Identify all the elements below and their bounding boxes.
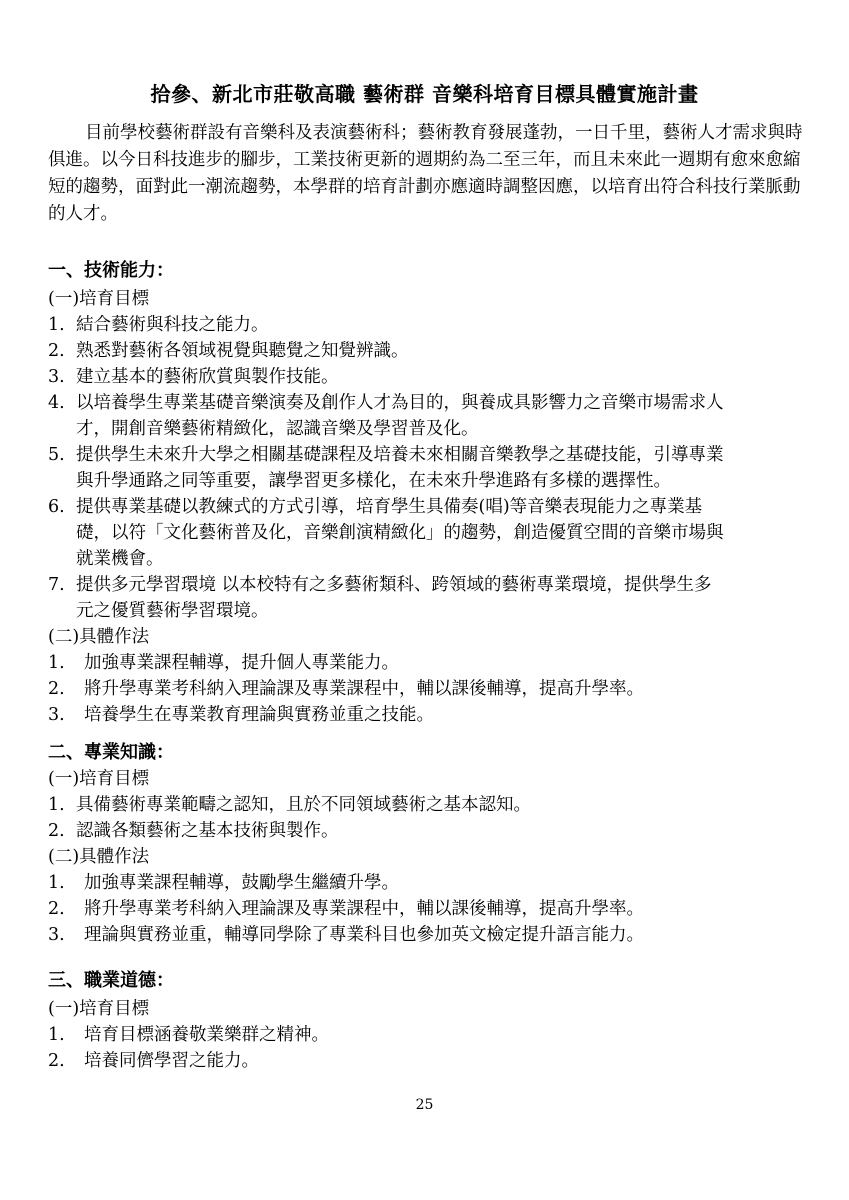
- list-item-continuation: 就業機會。: [76, 549, 164, 569]
- subsection-label: (一)培育目標: [48, 999, 150, 1019]
- list-item: 3. 培養學生在專業教育理論與實務並重之技能。: [48, 705, 434, 725]
- list-item: 1. 結合藝術與科技之能力。: [48, 315, 269, 335]
- subsection-label: (二)具體作法: [48, 847, 150, 867]
- list-item-continuation: 元之優質藝術學習環境。: [76, 601, 269, 621]
- list-item-continuation: 礎，以符「文化藝術普及化，音樂創演精緻化」的趨勢，創造優質空間的音樂市場與: [76, 523, 724, 543]
- section-heading: 三、職業道德：: [48, 970, 174, 991]
- list-item: 2. 認識各類藝術之基本技術與製作。: [48, 821, 339, 841]
- list-item: 7. 提供多元學習環境 以本校特有之多藝術類科、跨領域的藝術專業環境，提供學生多: [48, 575, 712, 595]
- list-item: 1. 培育目標涵養敬業樂群之精神。: [48, 1025, 329, 1045]
- list-item: 6. 提供專業基礎以教練式的方式引導，培育學生具備奏(唱)等音樂表現能力之專業基: [48, 497, 703, 517]
- list-item: 3. 理論與實務並重，輔導同學除了專業科目也參加英文檢定提升語言能力。: [48, 925, 644, 945]
- subsection-label: (一)培育目標: [48, 289, 150, 309]
- subsection-label: (一)培育目標: [48, 769, 150, 789]
- page-number: 25: [415, 1097, 434, 1113]
- list-item: 1. 加強專業課程輔導，鼓勵學生繼續升學。: [48, 873, 399, 893]
- section-heading: 一、技術能力：: [48, 260, 174, 281]
- subsection-label: (二)具體作法: [48, 627, 150, 647]
- intro-paragraph: 目前學校藝術群設有音樂科及表演藝術科；藝術教育發展蓬勃，一日千里，藝術人才需求與時俱進。以今日科技進步的腳步，工業技術更新的週期約為二至三年，而且未來此一週期有愈來愈縮短的趨勢，面對此一潮流趨勢，本學群的培育計劃亦應適時調整因應，以培育出符合科技行業脈動的人才。: [48, 123, 803, 224]
- list-item: 5. 提供學生未來升大學之相關基礎課程及培養未來相關音樂教學之基礎技能，引導專業: [48, 445, 724, 465]
- section-heading: 二、專業知識：: [48, 742, 174, 763]
- list-item-continuation: 與升學通路之同等重要，讓學習更多樣化，在未來升學進路有多樣的選擇性。: [76, 471, 671, 491]
- list-item: 1. 加強專業課程輔導，提升個人專業能力。: [48, 653, 399, 673]
- page-title: 拾參、新北市莊敬高職 藝術群 音樂科培育目標具體實施計畫: [150, 82, 699, 106]
- list-item: 4. 以培養學生專業基礎音樂演奏及創作人才為目的，與養成具影響力之音樂市場需求人: [48, 393, 724, 413]
- list-item: 2. 將升學專業考科納入理論課及專業課程中，輔以課後輔導，提高升學率。: [48, 679, 644, 699]
- list-item: 2. 熟悉對藝術各領域視覺與聽覺之知覺辨識。: [48, 341, 409, 361]
- list-item-continuation: 才，開創音樂藝術精緻化，認識音樂及學習普及化。: [76, 419, 479, 439]
- list-item: 3. 建立基本的藝術欣賞與製作技能。: [48, 367, 339, 387]
- list-item: 2. 將升學專業考科納入理論課及專業課程中，輔以課後輔導，提高升學率。: [48, 899, 644, 919]
- list-item: 2. 培養同儕學習之能力。: [48, 1051, 259, 1071]
- list-item: 1. 具備藝術專業範疇之認知，且於不同領域藝術之基本認知。: [48, 795, 531, 815]
